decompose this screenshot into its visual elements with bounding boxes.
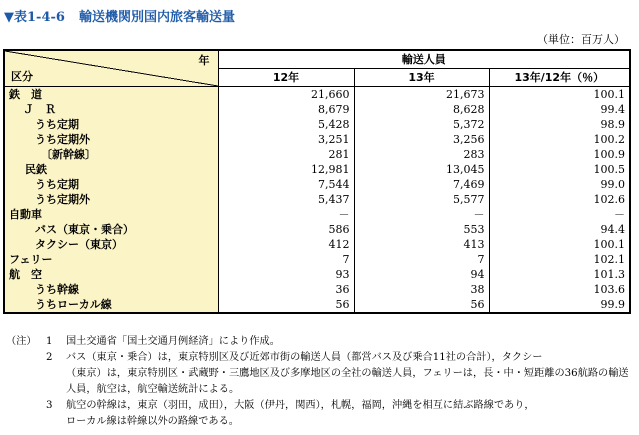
value-13: 7,469 [354, 177, 489, 192]
value-12: － [218, 207, 354, 222]
value-12: 412 [218, 237, 354, 252]
table-row [4, 102, 630, 117]
value-12: 8,679 [218, 102, 354, 117]
note-text: 航空の幹線は，東京（羽田，成田），大阪（伊丹，関西），札幌，福岡，沖縄を相互に結ぶ路線であり， [66, 400, 535, 411]
table-row [4, 237, 630, 252]
table-title [4, 6, 235, 25]
value-13: 94 [354, 267, 489, 282]
row-label: うち定期外 [4, 132, 218, 147]
ratio-value: 99.4 [489, 102, 630, 117]
value-13: 13,045 [354, 162, 489, 177]
note-number: 3 [46, 400, 53, 411]
table-row [4, 267, 630, 282]
row-label: うち幹線 [4, 282, 218, 297]
value-13: 5,577 [354, 192, 489, 207]
row-label: うち定期 [4, 177, 218, 192]
note-item [6, 334, 632, 350]
value-12: 7,544 [218, 177, 354, 192]
value-12: 56 [218, 297, 354, 313]
note-item [6, 350, 632, 366]
table-row [4, 177, 630, 192]
ratio-value: 94.4 [489, 222, 630, 237]
column-header-13: 13年 [354, 69, 489, 87]
note-item [6, 398, 632, 414]
value-12: 5,428 [218, 117, 354, 132]
ratio-value: 99.0 [489, 177, 630, 192]
value-13: － [354, 207, 489, 222]
table-number: ▼表1-4-6 [4, 10, 65, 25]
unit-label: （単位：百万人） [537, 33, 625, 46]
header-row-1 [4, 50, 630, 69]
value-12: 7 [218, 252, 354, 267]
table-row [4, 162, 630, 177]
note-continuation: ローカル線は幹線以外の路線である。 [66, 416, 239, 427]
ratio-value: 103.6 [489, 282, 630, 297]
row-label: バス（東京・乗合） [4, 222, 218, 237]
row-label: Ｊ Ｒ [4, 102, 218, 117]
note-text: 国土交通省「国土交通月例経済」により作成。 [66, 336, 280, 347]
ratio-value: 102.1 [489, 252, 630, 267]
value-13: 5,372 [354, 117, 489, 132]
notes-section [6, 334, 632, 430]
row-label: うちローカル線 [4, 297, 218, 313]
ratio-value: 100.1 [489, 87, 630, 103]
year-header: 年 [198, 54, 210, 67]
transport-table [3, 49, 631, 314]
row-label: うち定期外 [4, 192, 218, 207]
row-label: うち定期 [4, 117, 218, 132]
row-label: 〔新幹線〕 [4, 147, 218, 162]
diagonal-header-cell [4, 50, 218, 87]
ratio-value: 99.9 [489, 297, 630, 313]
category-header: 区分 [11, 70, 33, 83]
ratio-value: 102.6 [489, 192, 630, 207]
notes-prefix: （注） [6, 336, 37, 347]
group-header: 輸送人員 [218, 50, 630, 69]
value-13: 3,256 [354, 132, 489, 147]
ratio-value: 100.9 [489, 147, 630, 162]
table-row [4, 192, 630, 207]
value-12: 93 [218, 267, 354, 282]
row-label: 民鉄 [4, 162, 218, 177]
value-13: 283 [354, 147, 489, 162]
note-number: 2 [46, 352, 53, 363]
value-13: 56 [354, 297, 489, 313]
table-row [4, 297, 630, 313]
table-title-text: 輸送機関別国内旅客輸送量 [78, 10, 235, 25]
value-12: 586 [218, 222, 354, 237]
value-13: 7 [354, 252, 489, 267]
table-row [4, 207, 630, 222]
note-text: バス（東京・乗合）は，東京特別区及び近郊市街の輸送人員（都営バス及び乗合11社の合計），タクシー [66, 352, 543, 363]
value-13: 553 [354, 222, 489, 237]
table-row [4, 87, 630, 103]
ratio-value: 100.1 [489, 237, 630, 252]
column-header-12: 12年 [218, 69, 354, 87]
value-12: 36 [218, 282, 354, 297]
value-13: 38 [354, 282, 489, 297]
ratio-value: 100.5 [489, 162, 630, 177]
row-label: フェリー [4, 252, 218, 267]
row-label: 鉄 道 [4, 87, 218, 103]
value-12: 281 [218, 147, 354, 162]
value-12: 5,437 [218, 192, 354, 207]
table-row [4, 252, 630, 267]
note-continuation: （東京）は，東京特別区・武蔵野・三鷹地区及び多摩地区の全社の輸送人員，フェリーは，長・中・短距離の36航路の輸送人員，航空は，航空輸送統計による。 [66, 368, 629, 395]
table-row [4, 282, 630, 297]
table-row [4, 117, 630, 132]
value-12: 21,660 [218, 87, 354, 103]
ratio-value: － [489, 207, 630, 222]
ratio-value: 101.3 [489, 267, 630, 282]
value-12: 3,251 [218, 132, 354, 147]
ratio-value: 100.2 [489, 132, 630, 147]
table-row [4, 222, 630, 237]
column-header-ratio: 13年/12年（％） [489, 69, 630, 87]
row-label: タクシー（東京） [4, 237, 218, 252]
row-label: 自動車 [4, 207, 218, 222]
value-13: 413 [354, 237, 489, 252]
note-number: 1 [46, 336, 53, 347]
ratio-value: 98.9 [489, 117, 630, 132]
value-12: 12,981 [218, 162, 354, 177]
value-13: 21,673 [354, 87, 489, 103]
row-label: 航 空 [4, 267, 218, 282]
table-row [4, 132, 630, 147]
value-13: 8,628 [354, 102, 489, 117]
table-row [4, 147, 630, 162]
